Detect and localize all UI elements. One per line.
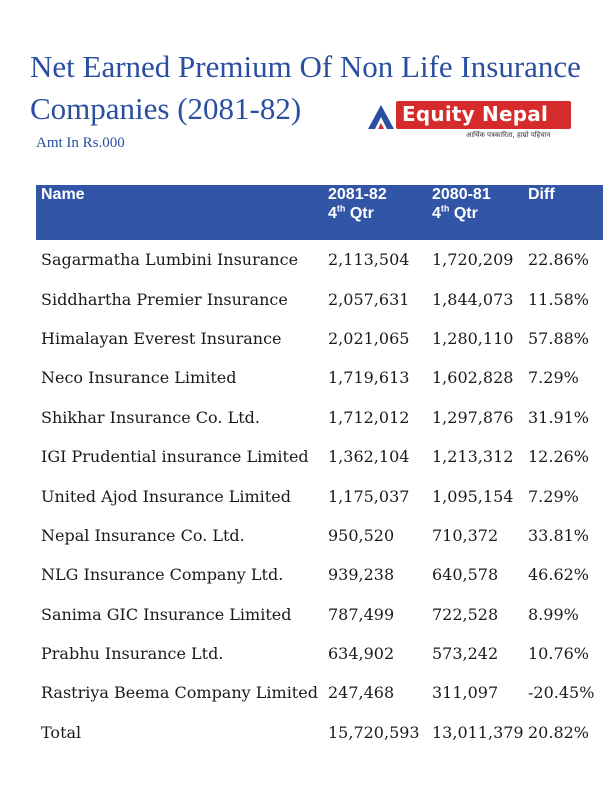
cell-2081-82: 15,720,593 (328, 722, 420, 742)
header-2080-81: 2080-81 4th Qtr (432, 186, 491, 222)
cell-2081-82: 1,175,037 (328, 486, 410, 506)
table-header-row (36, 185, 603, 240)
cell-2081-82: 1,719,613 (328, 368, 410, 388)
table-row (36, 673, 603, 712)
cell-name: IGI Prudential insurance Limited (41, 447, 309, 467)
cell-diff: 31.91% (528, 407, 590, 427)
cell-name: Prabhu Insurance Ltd. (41, 644, 224, 664)
cell-2081-82: 2,113,504 (328, 250, 410, 270)
logo-brand: Equity Nepal (402, 102, 549, 126)
cell-2081-82: 1,712,012 (328, 407, 410, 427)
cell-diff: 10.76% (528, 644, 590, 664)
cell-diff: 7.29% (528, 368, 579, 388)
cell-name: United Ajod Insurance Limited (41, 486, 291, 506)
cell-2080-81: 1,095,154 (432, 486, 514, 506)
cell-2081-82: 939,238 (328, 565, 395, 585)
cell-name: Nepal Insurance Co. Ltd. (41, 525, 245, 545)
header-name: Name (41, 186, 85, 203)
equity-nepal-logo (366, 99, 576, 143)
cell-name: Siddhartha Premier Insurance (41, 289, 288, 309)
title-line-1: Net Earned Premium Of Non Life Insurance (30, 49, 581, 84)
table-row (36, 476, 603, 515)
cell-name: Total (41, 722, 82, 742)
logo-mark-icon (366, 101, 396, 131)
cell-diff: 46.62% (528, 565, 590, 585)
table-row (36, 240, 603, 279)
cell-2081-82: 950,520 (328, 525, 395, 545)
title-line-2: Companies (2081-82) (30, 91, 302, 126)
cell-name: Sagarmatha Lumbini Insurance (41, 250, 299, 270)
cell-2081-82: 1,362,104 (328, 447, 410, 467)
cell-2081-82: 2,021,065 (328, 328, 410, 348)
cell-2081-82: 634,902 (328, 644, 395, 664)
cell-2080-81: 1,297,876 (432, 407, 514, 427)
cell-name: Rastriya Beema Company Limited (41, 683, 318, 703)
cell-name: NLG Insurance Company Ltd. (41, 565, 284, 585)
cell-name: Sanima GIC Insurance Limited (41, 604, 292, 624)
table-row (36, 358, 603, 397)
premium-table (36, 185, 603, 752)
cell-name: Neco Insurance Limited (41, 368, 237, 388)
cell-name: Himalayan Everest Insurance (41, 328, 282, 348)
table-row (36, 555, 603, 594)
table-row (36, 398, 603, 437)
cell-2080-81: 1,720,209 (432, 250, 514, 270)
cell-diff: 8.99% (528, 604, 579, 624)
table-row (36, 319, 603, 358)
cell-diff: 7.29% (528, 486, 579, 506)
cell-diff: -20.45% (528, 683, 595, 703)
cell-2080-81: 722,528 (432, 604, 499, 624)
cell-2081-82: 2,057,631 (328, 289, 410, 309)
cell-2080-81: 573,242 (432, 644, 499, 664)
cell-2081-82: 247,468 (328, 683, 395, 703)
header-2081-82: 2081-82 4th Qtr (328, 186, 387, 222)
table-total-row (36, 713, 603, 752)
cell-2080-81: 640,578 (432, 565, 499, 585)
cell-2081-82: 787,499 (328, 604, 395, 624)
cell-2080-81: 710,372 (432, 525, 499, 545)
cell-2080-81: 1,280,110 (432, 328, 514, 348)
amount-unit-note: Amt In Rs.000 (36, 135, 125, 151)
cell-2080-81: 1,602,828 (432, 368, 514, 388)
table-row (36, 516, 603, 555)
cell-diff: 57.88% (528, 328, 590, 348)
cell-2080-81: 1,213,312 (432, 447, 514, 467)
cell-2080-81: 13,011,379 (432, 722, 524, 742)
cell-diff: 33.81% (528, 525, 590, 545)
table-row (36, 437, 603, 476)
header-diff: Diff (528, 186, 555, 203)
cell-diff: 12.26% (528, 447, 590, 467)
cell-2080-81: 1,844,073 (432, 289, 514, 309)
logo-tagline: आर्थिक पत्रकारिता, हाम्रो पहिचान (466, 131, 551, 139)
cell-diff: 20.82% (528, 722, 590, 742)
table-row (36, 279, 603, 318)
cell-2080-81: 311,097 (432, 683, 499, 703)
table-row (36, 634, 603, 673)
cell-name: Shikhar Insurance Co. Ltd. (41, 407, 260, 427)
cell-diff: 22.86% (528, 250, 590, 270)
table-row (36, 595, 603, 634)
cell-diff: 11.58% (528, 289, 590, 309)
